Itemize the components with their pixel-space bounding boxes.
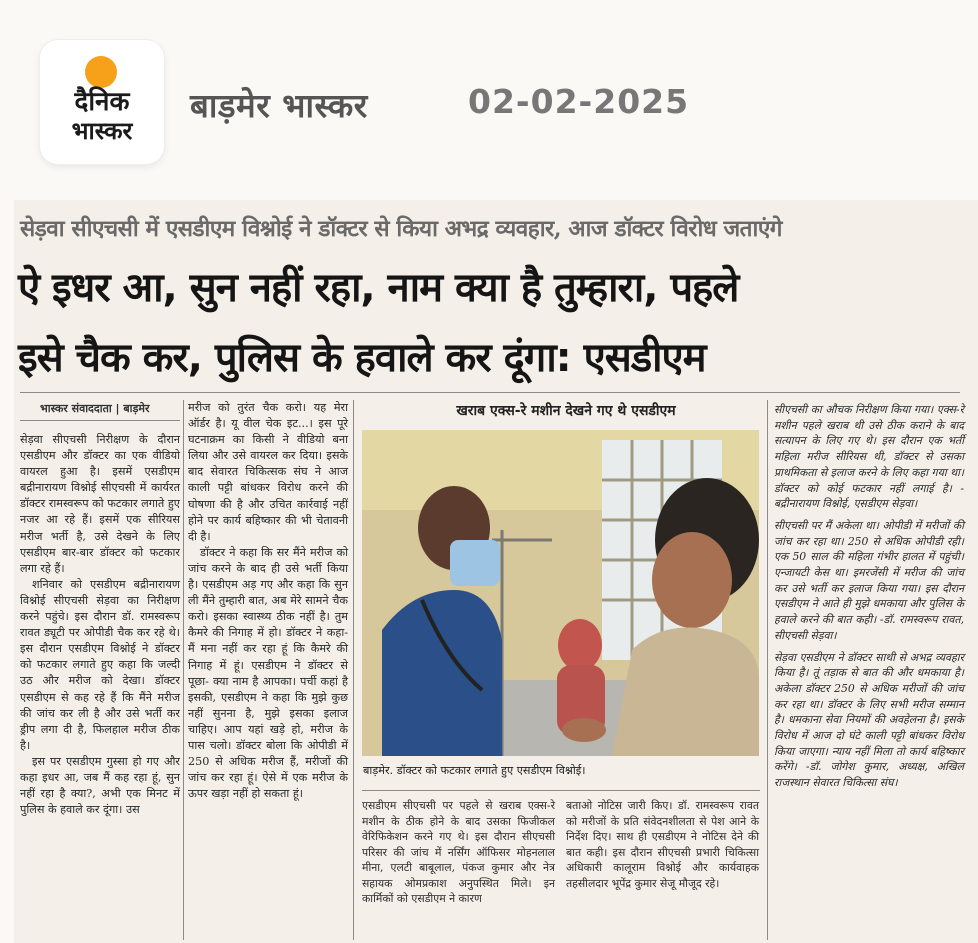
photo-illustration (362, 430, 759, 756)
article-column-2 (188, 400, 348, 802)
article-kicker: सेड़वा सीएचसी में एसडीएम विश्नोई ने डॉक्टर से किया अभद्र व्यवहार, आज डॉक्टर विरोध जताएंगे (20, 216, 782, 242)
article-column-1 (20, 432, 180, 818)
quote-doctor: सीएचसी पर मैं अकेला था। ओपीडी में मरीजों की जांच कर रहा था। 250 से अधिक ओपीडी रही। एक 50 साल की महिला गंभीर हालत में पहुंची। एन्जायटी केस था। इमरजेंसी में मरीज की जांच कर उसे भर्ती कर इलाज किया गया। इस दौरान एसडीएम ने आते ही मुझे धमकाया और पुलिस के हवाले करने की बात कही। -डॉ. रामस्वरूप रावत, सीएचसी सेड़वा। (774, 518, 964, 642)
article-column-4 (566, 798, 759, 891)
quote-association: सेड़वा एसडीएम ने डॉक्टर साथी से अभद्र व्यवहार किया है। तूं तड़ाक से बात की और धमकाया है। अकेला डॉक्टर 250 से अधिक मरीजों की जांच कर रहा था। डॉक्टर के लिए सभी मरीज सम्मान है। धमकाना सेवा नियमों की अवहेलना है। इसके विरोध में आज दो घंटे काली पट्टी बांधकर विरोध किया जाएगा। न्याय नहीं मिला तो कार्य बहिष्कार करेंगे। -डॉ. जोगेश कुमार, अध्यक्ष, अखिल राजस्थान सेवारत चिकित्सा संघ। (774, 650, 964, 790)
paragraph: सेड़वा सीएचसी निरीक्षण के दौरान एसडीएम और डॉक्टर का एक वीडियो वायरल हुआ है। इसमें एसडीएम बद्रीनारायण विश्नोई सीएचसी में कार्यरत डॉक्टर रामस्वरूप को फटकार लगाते हुए नजर आ रहे हैं। इसमें एक सीरियस मरीज भर्ती है, उसे देखने के लिए एसडीएम बार-बार डॉक्टर को फटकार लगा रहे हैं। (20, 433, 180, 575)
paragraph: मरीज को तुरंत चैक करो। यह मेरा ऑर्डर है। यू वील चेक इट...। इस पूरे घटनाक्रम का किसी ने वीडियो बना लिया और उसे वायरल कर दिया। इसके बाद सेवारत चिकित्सक संघ ने आज काली पट्टी बांधकर विरोध करने की घोषणा की है और उचित कार्रवाई नहीं होने पर कार्य बहिष्कार की भी चेतावनी दी है। (188, 401, 348, 543)
news-photo (362, 430, 759, 756)
headline-divider (20, 392, 960, 393)
headline-line-1: ऐ इधर आ, सुन नहीं रहा, नाम क्या है तुम्हारा, पहले (18, 265, 739, 311)
photo-title: खराब एक्स-रे मशीन देखने गए थे एसडीएम (456, 403, 676, 419)
logo-text-line2: भास्कर (71, 117, 133, 145)
paragraph: शनिवार को एसडीएम बद्रीनारायण विश्नोई सीएचसी सेड़वा का निरीक्षण करने पहुंचे। इस दौरान डॉ. रामस्वरूप रावत ड्यूटी पर ओपीडी चैक कर रहे थे। इस दौरान एसडीएम विश्नोई ने डॉक्टर को फटकार लगाते हुए कहा कि जल्दी उठ और मरीज को देखा। डॉक्टर एसडीएम से कह रहे हैं कि मैंने मरीज की जांच कर ली है और उसे भर्ती कर ड्रीप लगा दी है, फिलहाल मरीज ठीक है। (20, 577, 180, 752)
headline-line-2: इसे चैक कर, पुलिस के हवाले कर दूंगा: एसडीएम (18, 335, 706, 381)
paragraph: एसडीएम सीएचसी पर पहले से खराब एक्स-रे मशीन के ठीक होने के बाद उसका फिजीकल वेरिफिकेशन करने गए थे। इस दौरान सीएचसी परिसर की जांच में नर्सिंग ऑफिसर मोहनलाल मीना, एलटी बाबूलाल, पंकज कुमार और नेत्र सहायक ओमप्रकाश अनुपस्थित मिले। इन कार्मिकों को एसडीएम ने कारण (362, 799, 555, 905)
article-column-3 (362, 798, 555, 907)
column-divider (183, 400, 184, 940)
photo-caption: बाड़मेर. डॉक्टर को फटकार लगाते हुए एसडीएम विश्नोई। (363, 764, 586, 777)
paragraph: बताओ नोटिस जारी किए। डॉ. रामस्वरूप रावत को मरीजों के प्रति संवेदनशीलता से पेश आने के निर्देश दिए। साथ ही एसडीएम ने नोटिस देने की बात कही। इस दौरान सीएचसी प्रभारी चिकित्सा अधिकारी कालूराम विश्नोई और कार्यवाहक तहसीलदार भूपेंद्र कुमार सेजू मौजूद रहे। (566, 799, 759, 890)
paragraph: इस पर एसडीएम गुस्सा हो गए और कहा इधर आ, जब मैं कह रहा हूं, सुन नहीं रहा है क्या?, अभी एक मिनट में पुलिस के हवाले कर दूंगा। उस (20, 754, 180, 817)
quotes-column (774, 402, 964, 797)
column-divider (767, 400, 768, 940)
publication-date: 02-02-2025 (468, 82, 690, 121)
caption-rule (362, 790, 760, 791)
column-divider (353, 400, 354, 940)
byline-rule (20, 420, 180, 421)
byline: भास्कर संवाददाता | बाड़मेर (40, 402, 150, 415)
dainik-bhaskar-logo[interactable] (40, 40, 164, 164)
sun-icon (85, 56, 117, 88)
edition-title: बाड़मेर भास्कर (190, 86, 368, 125)
quote-sdm: सीएचसी का औचक निरीक्षण किया गया। एक्स-रे मशीन पहले खराब थी उसे ठीक कराने के बाद सत्यापन के लिए गए थे। इस दौरान एक भर्ती महिला मरीज सीरियस थी, डॉक्टर से उसका प्राथमिकता से इलाज करने के लिए कहा गया था। डॉक्टर को कोई फटकार नहीं लगाई है। - बद्रीनारायण विश्नोई, एसडीएम सेड़वा। (774, 403, 964, 511)
paragraph: डॉक्टर ने कहा कि सर मैंने मरीज को जांच करने के बाद ही उसे भर्ती किया है। एसडीएम अड़ गए और कहा कि सुन ली मैंने तुम्हारी बात, अब मेरे सामने चैक करो। इसका स्वास्थ्य ठीक नहीं है। तुम कैमरे की निगाह में हो। डॉक्टर ने कहा- मैं मना नहीं कर रहा हूं कि कैमरे की निगाह में हूं। एसडीएम ने डॉक्टर से पूछा- क्या नाम है आपका। पर्ची कहां है इसकी, एसडीएम ने कहा कि मुझे कुछ नहीं सुनना है, मुझे इसका इलाज चाहिए। आप यहां खड़े हो, मरीज के पास चलो। डॉक्टर बोला कि ओपीडी में 250 से अधिक मरीज हैं, मरीजों की जांच कर रहा हूं। ऐसे में एक मरीज के ऊपर खड़ा नहीं हो सकता हूं। (188, 545, 348, 801)
logo-text-line1: दैनिक (74, 87, 130, 117)
